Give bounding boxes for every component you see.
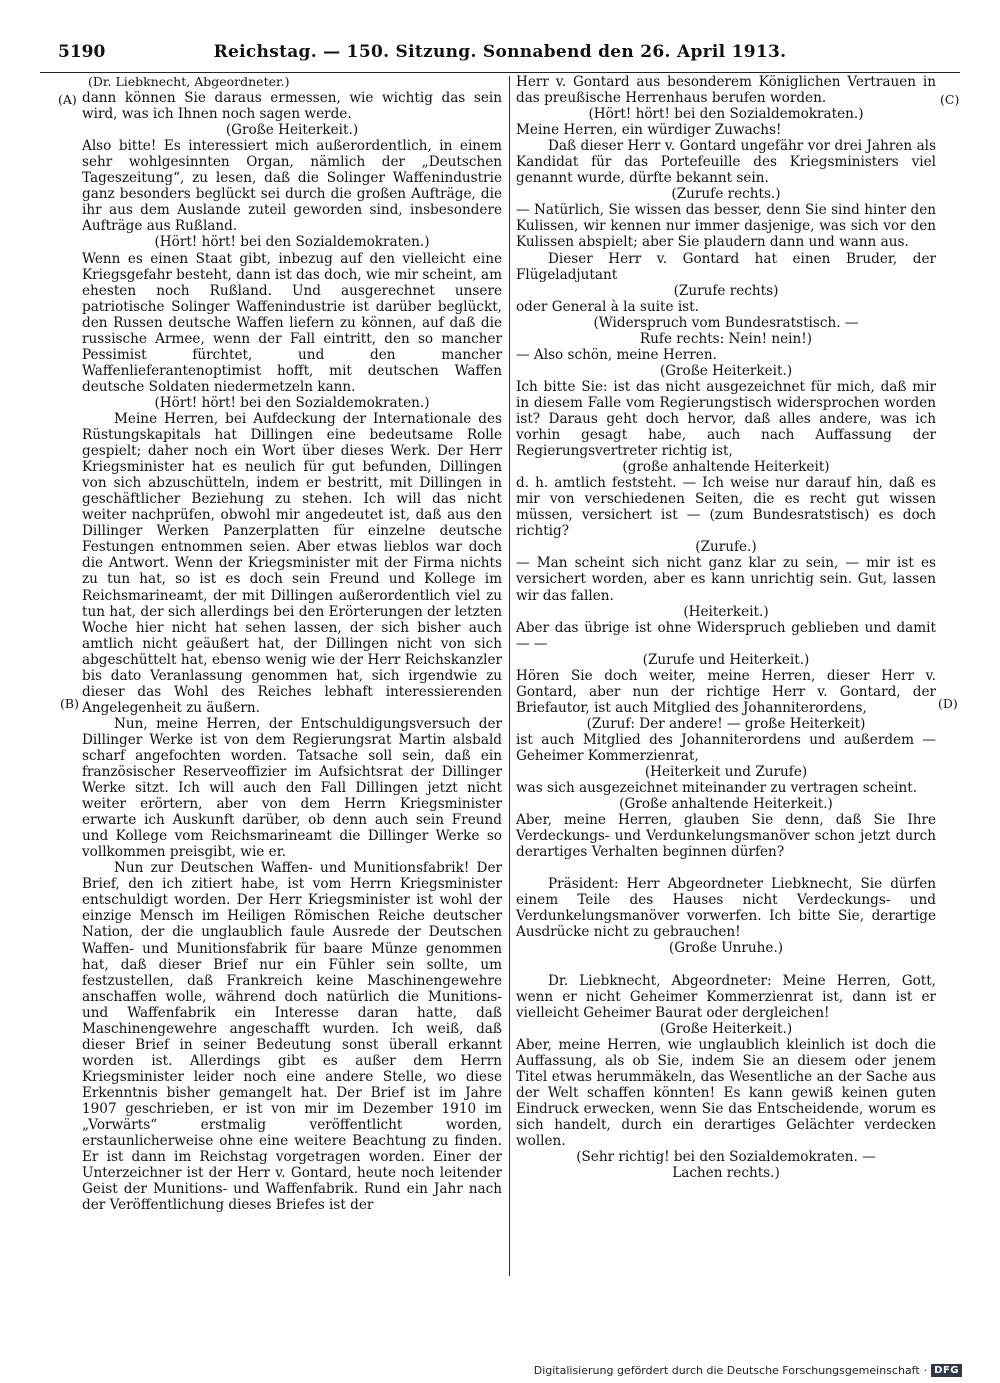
margin-mark-c: (C): [940, 92, 960, 107]
paragraph: d. h. amtlich feststeht. — Ich weise nur darauf hin, daß es mir von verschiedenen Seiten, die es recht gut wissen müssen, versichert ist — (zum Bundesratstisch) es doch richtig?: [516, 475, 936, 540]
paragraph: Nun zur Deutschen Waffen- und Munitionsfabrik! Der Brief, den ich zitiert habe, ist vom Herrn Kriegsminister entschuldigt worden. Der Herr Kriegsminister ist wohl der einzige Mensch im Heiligen Römischen Reiche deutscher Nation, der die unglaublich faule Ausrede der Deutschen Waffen- und Munitionsfabrik für baare Münze genommen hat, daß dieser Brief nur ein Fühler sein sollte, um festzustellen, daß Frankreich keine Maschinengewehre anschaffen wolle, während doch natürlich die Munitions- und Waffenfabrik ein Interesse daran hatte, daß Maschinengewehre angeschafft wurden. Ich weiß, daß dieser Brief in seiner Bedeutung sonst überall erkannt worden ist. Allerdings gibt es außer dem Herrn Kriegsminister leider noch eine andere Stelle, wo diese Erkenntnis bisher gemangelt hat. Der Brief ist im Jahre 1907 geschrieben, er ist von mir im Dezember 1910 im „Vorwärts“ erstmalig veröffentlicht worden, erstaunlicherweise ohne eine weitere Beachtung zu finden. Er ist dann im Reichstag vorgetragen worden. Einer der Unterzeichner ist der Herr v. Gontard, heute noch leitender Geist der Munitions- und Waffenfabrik. Rund ein Jahr nach der Veröffentlichung dieses Briefes ist der: [82, 860, 502, 1214]
paragraph: Meine Herren, ein würdiger Zuwachs!: [516, 122, 782, 139]
paragraph: Herr v. Gontard aus besonderem Königlichen Vertrauen in das preußische Herrenhaus berufen worden.: [516, 74, 936, 107]
page-header: [40, 42, 960, 73]
paragraph: — Also schön, meine Herren.: [516, 346, 717, 363]
interjection: (Zurufe rechts.): [671, 186, 781, 203]
paragraph: ist auch Mitglied des Johanniterordens und außerdem — Geheimer Kommerzienrat,: [516, 731, 936, 764]
paragraph: Meine Herren, bei Aufdeckung der Internationale des Rüstungskapitals hat Dillingen eine bedeutsame Rolle gespielt; daher noch ein Wort über dieses Werk. Der Herr Kriegsminister hat es neulich für gut befunden, Dillingen von sich abzuschütteln, indem er bestritt, mit Dillingen in geschäftlicher Beziehung zu stehen. Ich will das nicht weiter nachprüfen, obwohl mir angedeutet ist, daß aus den Dillinger Werken Panzerplatten für einzelne deutsche Festungen entnommen seien. Aber etwas lieblos war doch die Antwort. Wenn der Kriegsminister mit der Firma nichts zu tun hat, so ist es doch sein Freund und Kollege im Reichsmarineamt, der mit Dillingen außerordentlich viel zu tun hat, der sich allerdings bei den Erörterungen der letzten Woche hier nicht hat sehen lassen, der sich bisher auch amtlich nicht geäußert hat, der Dillingen nicht von sich abgeschüttelt hat, ebenso wenig wie der Herr Reichskanzler bis dato Veranlassung genommen hat, sich irgendwie zu dieser das Wohl des Reiches lebhaft interessierenden Angelegenheit zu äußern.: [82, 410, 502, 716]
interjection: (Widerspruch vom Bundesratstisch. —: [593, 314, 859, 331]
interjection: (Zurufe rechts): [673, 282, 779, 299]
paragraph: Daß dieser Herr v. Gontard ungefähr vor drei Jahren als Kandidat für das Portefeuille des Kriegsministers viel genannt wurde, dürfte bekannt sein.: [516, 138, 936, 187]
paragraph: Nun, meine Herren, der Entschuldigungsversuch der Dillinger Werke ist von dem Regierungsrat Martin alsbald scharf angefochten worden. Tatsache soll sein, daß ein französischer Reserveoffizier im Aufsichtsrat der Dillinger Werke sitzt. Ich will auch den Fall Dillingen jetzt nicht weiter erörtern, aber von dem Herrn Kriegsminister erwarte ich Auskunft darüber, ob denn auch sein Freund und Kollege vom Reichsmarineamt die Dillinger Werke so vollkommen preisgibt, wie er.: [82, 715, 502, 861]
interjection: (Große Unruhe.): [668, 940, 784, 957]
page-number: 5190: [58, 42, 106, 62]
interjection: (Heiterkeit und Zurufe): [644, 764, 808, 781]
column-divider: [509, 76, 510, 1276]
interjection: (Große Heiterkeit.): [225, 122, 359, 139]
interjection: (Hört! hört! bei den Sozialdemokraten.): [588, 106, 864, 123]
paragraph: Aber, meine Herren, glauben Sie denn, daß Sie Ihre Verdeckungs- und Verdunkelungsmanöver schon jetzt durch derartiges Verhalten beginnen dürfen?: [516, 812, 936, 861]
paragraph: Dr. Liebknecht, Abgeordneter: Meine Herren, Gott, wenn er nicht Geheimer Kommerzienrat ist, dann ist er vielleicht Geheimer Baurat oder dergleichen!: [516, 972, 936, 1021]
footer: [534, 1364, 962, 1377]
page-title: Reichstag. — 150. Sitzung. Sonnabend den 26. April 1913.: [213, 42, 787, 62]
spacer: [516, 860, 936, 876]
speaker-note: (Dr. Liebknecht, Abgeordneter.): [88, 74, 290, 89]
paragraph: Präsident: Herr Abgeordneter Liebknecht, Sie dürfen einem Teile des Hauses nicht Verdeckungs- und Verdunkelungsmanöver vorwerfen. Ich bitte Sie, derartige Ausdrücke nicht zu gebrauchen!: [516, 876, 936, 941]
paragraph: was sich ausgezeichnet miteinander zu vertragen scheint.: [516, 780, 918, 797]
interjection: Rufe rechts: Nein! nein!): [639, 330, 813, 347]
paragraph: Dieser Herr v. Gontard hat einen Bruder, der Flügeladjutant: [516, 250, 936, 283]
paragraph: Hören Sie doch weiter, meine Herren, dieser Herr v. Gontard, aber nun der richtige Herr v. Gontard, der Briefautor, ist auch Mitglied des Johanniterordens,: [516, 667, 936, 716]
interjection: (Große anhaltende Heiterkeit.): [619, 796, 833, 813]
paragraph: Wenn es einen Staat gibt, inbezug auf den vielleicht eine Kriegsgefahr besteht, dann ist das doch, wie mir scheint, am ehesten noch Rußland. Und ausgerechnet unsere patriotische Solinger Waffenindustrie ist darüber beglückt, den Russen deutsche Waffen liefern zu können, auf daß die russische Armee, wenn der Fall eintritt, den so mancher Pessimist fürchtet, und den mancher Waffenlieferantenoptimist hofft, mit deutschen Waffen deutsche Soldaten niedermetzeln kann.: [82, 250, 503, 395]
paragraph: Aber, meine Herren, wie unglaublich kleinlich ist doch die Auffassung, als ob Sie, indem Sie an diesem oder jenem Titel etwas herummäkeln, das Wesentliche an der Sache aus der Welt schaffen könnten! Es kann gewiß keinen guten Eindruck erwecken, wenn Sie das Entscheidende, worum es sich handelt, durch ein derartiges Gelächter verdecken wollen.: [516, 1036, 936, 1149]
interjection: (Zurufe.): [695, 539, 757, 556]
right-column: [516, 74, 936, 1181]
interjection: (Zuruf: Der andere! — große Heiterkeit): [586, 715, 866, 732]
interjection: (Zurufe und Heiterkeit.): [642, 651, 810, 668]
interjection: Lachen rechts.): [672, 1165, 780, 1182]
paragraph: Aber das übrige ist ohne Widerspruch geblieben und damit — —: [516, 619, 936, 652]
interjection: (Große Heiterkeit.): [659, 362, 793, 379]
paragraph: — Natürlich, Sie wissen das besser, denn Sie sind hinter den Kulissen, wir kennen nur immer dasjenige, was sich vor den Kulissen abspielt; aber Sie plaudern dann und wann aus.: [516, 202, 936, 251]
paragraph: Ich bitte Sie: ist das nicht ausgezeichnet für mich, daß mir in diesem Falle vom Regierungstisch widersprochen worden ist? Daraus geht doch hervor, daß alles andere, was ich vorhin gesagt habe, auch nach Auffassung der Regierungsvertreter richtig ist,: [516, 378, 936, 460]
spacer: [516, 957, 936, 973]
interjection: (Hört! hört! bei den Sozialdemokraten.): [154, 234, 430, 251]
paragraph: Also bitte! Es interessiert mich außerordentlich, in einem sehr wohlgesinnten Organ, nämlich der „Deutschen Tageszeitung“, zu lesen, daß die Solinger Waffenindustrie ganz besonders beglückt sei durch die großen Aufträge, die ihr aus dem Auslande zuteil geworden sind, insbesondere Aufträge aus Rußland.: [82, 138, 502, 235]
paragraph: dann können Sie daraus ermessen, wie wichtig das sein wird, was ich Ihnen noch sagen werde.: [82, 90, 502, 123]
dfg-logo: ·: [923, 1364, 928, 1377]
interjection: (Hört! hört! bei den Sozialdemokraten.): [154, 394, 430, 411]
interjection: (große anhaltende Heiterkeit): [622, 459, 830, 476]
interjection: (Große Heiterkeit.): [659, 1020, 793, 1037]
dfg-logo-icon: DFG: [931, 1364, 962, 1377]
interjection: (Heiterkeit.): [683, 603, 769, 620]
paragraph: oder General à la suite ist.: [516, 298, 699, 315]
paragraph: — Man scheint sich nicht ganz klar zu sein, — mir ist es versichert worden, aber es kann unrichtig sein. Gut, lassen wir das fallen.: [516, 555, 936, 604]
interjection: (Sehr richtig! bei den Sozialdemokraten. —: [576, 1149, 876, 1166]
footer-text: Digitalisierung gefördert durch die Deutsche Forschungsgemeinschaft: [533, 1364, 920, 1377]
margin-mark-b: (B): [60, 696, 79, 711]
margin-mark-a: (A): [58, 92, 77, 107]
left-column: [82, 74, 502, 1213]
margin-mark-d: (D): [938, 696, 958, 711]
